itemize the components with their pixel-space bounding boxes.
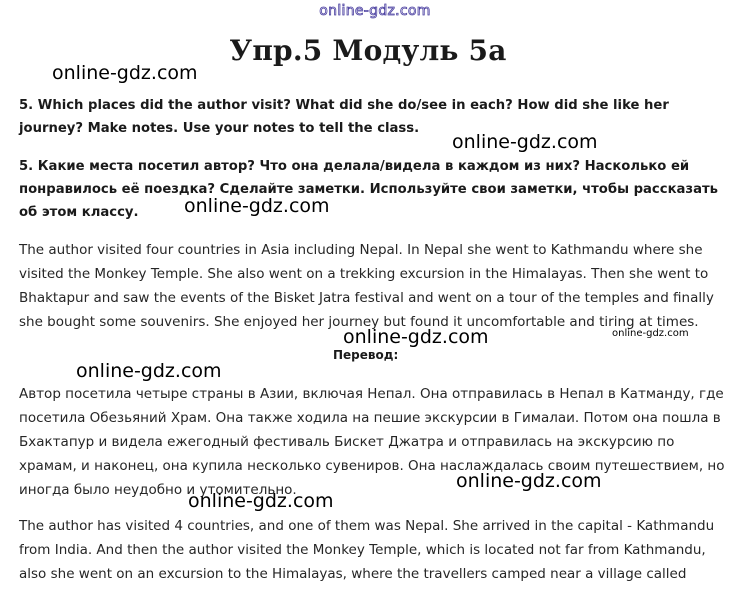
- watermark: online-gdz.com: [456, 470, 602, 492]
- translation-label: Перевод:: [333, 348, 399, 362]
- question-english: 5. Which places did the author visit? What did she do/see in each? How did she like her journey? Make notes. Use your notes to tell the class.: [19, 98, 669, 136]
- watermark: online-gdz.com: [188, 490, 334, 512]
- watermark: online-gdz.com: [184, 195, 330, 217]
- question-russian: 5. Какие места посетил автор? Что она делала/видела в каждом из них? Насколько ей понравилось её поездка? Сделайте заметки. Используйте свои заметки, чтобы рассказать об этом классу.: [19, 159, 718, 220]
- watermark: online-gdz.com: [343, 326, 489, 348]
- watermark: online-gdz.com: [76, 360, 222, 382]
- answer-english-paragraph-2: The author has visited 4 countries, and one of them was Nepal. She arrived in the capital - Kathmandu from India. And then the author visited the Monkey Temple, which is located not far from Kathmandu, also she went on an excursion to the Himalayas, where the travellers camped near a village called: [19, 518, 715, 582]
- answer-russian-paragraph: Автор посетила четыре страны в Азии, включая Непал. Она отправилась в Непал в Катманду, где посетила Обезьяний Храм. Она также ходила на пешие экскурсии в Гималаи. Потом она пошла в Бхактапур и видела ежегодный фестиваль Бискет Джатра и отправилась на экскурсию по храмам, и наконец, она купила несколько сувениров. Она наслаждалась своим путешествием, но иногда было неудобно и утомительно.: [19, 386, 725, 498]
- page-title: Упр.5 Модуль 5а: [229, 34, 507, 67]
- watermark: online-gdz.com: [52, 62, 198, 84]
- watermark: online-gdz.com: [452, 131, 598, 153]
- answer-english-paragraph: The author visited four countries in Asia including Nepal. In Nepal she went to Kathmandu where she visited the Monkey Temple. She also went on a trekking excursion in the Himalayas. Then she went to Bhaktapur and saw the events of the Bisket Jatra festival and went on a tour of the temples and finally she bought some souvenirs. She enjoyed her journey but found it uncomfortable and tiring at times.: [19, 242, 714, 330]
- small-watermark: online-gdz.com: [612, 328, 689, 339]
- top-watermark: online-gdz.com: [319, 3, 431, 19]
